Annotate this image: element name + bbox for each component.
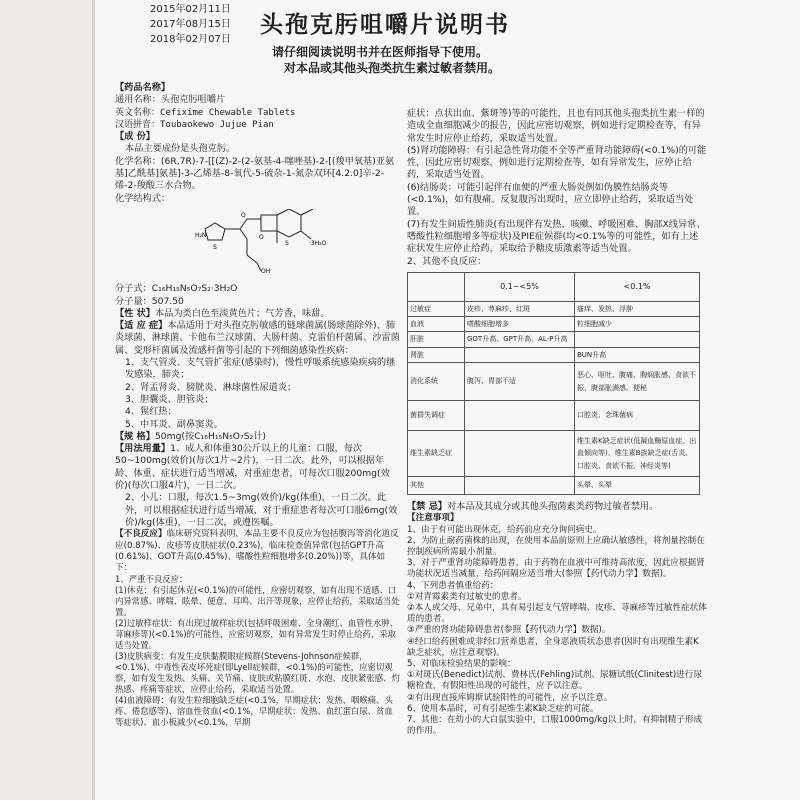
table-row [408, 363, 700, 401]
section-header: 【不良反应】 [115, 529, 167, 540]
precaution-item: ③严重的肾功能障碍患者(参照【药代动力学】数据)。 [407, 625, 611, 636]
pinyin-name: 汉语拼音：Toubaokewo Jujue Pian [115, 119, 274, 130]
precaution-item: 6、使用本品时，可有引起维生素K缺乏症的可能。 [407, 703, 599, 714]
table-header-row [408, 272, 700, 301]
left-column [115, 82, 400, 728]
precaution-item: 4、下列患者慎重给药： [407, 580, 499, 591]
section-header: 【成 份】 [115, 131, 155, 143]
table-row [408, 477, 700, 495]
revision-date: 2018年02月07日 [150, 34, 231, 45]
table-cell: 肾脏 [408, 347, 465, 362]
table-row [408, 401, 700, 431]
table-cell: 头晕、头晕 [575, 477, 700, 495]
table-row [408, 431, 700, 477]
section-header: 【规 格】 [115, 430, 155, 442]
section-header: 【药品名称】 [115, 82, 171, 93]
adverse-item: (4)血液障碍：有发生粒细胞缺乏症(<0.1%，早期症状：发热、咽喉痛、头疼、倦怠感等)、溶血性贫血(<0.1%，早期症状：发热、血红蛋白尿、贫血等症状)、血小板减少(<0.1%，早期 [115, 695, 393, 728]
table-cell: 菌群失调症 [408, 401, 465, 431]
svg-text:S: S [213, 243, 217, 251]
warning-line: 请仔细阅读说明书并在医师指导下使用。 [271, 45, 488, 59]
precaution-item: 7、其他：在幼小的大白鼠实验中，口服1000mg/kg以上时，有抑制精子形成的作用。 [407, 715, 703, 737]
molecular-formula: 分子式：C₁₆H₁₅N₅O₇S₂·3H₂O [115, 283, 238, 295]
adverse-reaction-table [407, 272, 700, 495]
section-header: 【禁 忌】 [407, 501, 447, 513]
table-cell: 嗜酸细胞增多 [465, 317, 575, 332]
precaution-item: ②有出现直接库姆斯试验阳性的可能性，应予以注意。 [407, 692, 613, 703]
table-header-cell: <0.1% [575, 272, 700, 301]
svg-text:O: O [241, 211, 246, 219]
table-row [408, 332, 700, 347]
structure-label: 化学结构式： [115, 192, 171, 204]
adverse-continued: 症状：点状出血、紫斑等)等的可能性，且也有同其他头孢类抗生素一样的造成全血细胞减少的报告，因此应密切观察，例如进行定期检查等，有异常发生时应停止给药，采取适当处置。 [407, 108, 705, 144]
table-cell: 肝脏 [408, 332, 465, 347]
dosage-text-child: 2、小儿：口服，每次1.5~3mg(效价)/kg(体重)，一日二次。此外，可以根据症状进行适当增减，对于重症患者每次可口服6mg(效价)/kg(体重)，一日二次，或遵医嘱。 [125, 492, 398, 528]
warning-block [0, 44, 800, 76]
english-name: 英文名称：Cefixime Chewable Tablets [115, 107, 296, 118]
page-edge [92, 0, 95, 800]
document-title: 头孢克肟咀嚼片说明书 [260, 12, 510, 38]
table-cell: 粒细胞减少 [575, 317, 700, 332]
table-cell: 血液 [408, 317, 465, 332]
table-cell: 维生素K缺乏症状(低凝血酶原血症、出血倾向等)、维生素B族缺乏症(舌炎、口腔炎、食欲不振、神经炎等) [575, 431, 700, 477]
precaution-item: ②本人或父母、兄弟中，具有易引起支气管哮喘、皮疹、荨麻疹等过敏性症状体质的患者。 [407, 602, 707, 625]
precaution-item: 1、由于有可能出现休克，给药前应充分询问病史。 [407, 524, 602, 535]
table-cell: 消化系统 [408, 363, 465, 401]
molecular-weight: 分子量：507.50 [115, 295, 184, 307]
spec-text: 50mg(按C₁₆H₁₅N₅O₇S₂计) [154, 430, 267, 442]
indication-item: 4、猩红热； [125, 406, 177, 418]
svg-text:·3H₂O: ·3H₂O [309, 239, 327, 247]
precaution-item: ①对青霉素类有过敏史的患者。 [407, 591, 527, 602]
adverse-serious-title: 1、严重不良反应： [115, 574, 188, 585]
section-header: 【用法用量】 [115, 443, 171, 455]
table-cell: 过敏症 [408, 301, 465, 316]
table-cell: BUN升高 [575, 347, 700, 362]
revision-date: 2017年08月15日 [150, 19, 231, 30]
table-header-cell [408, 272, 465, 301]
precaution-item: ①对斑氏(Benedict)试剂、费林氏(Fehling)试剂、尿糖试纸(Clinitest)进行尿糖检查，有假阳性出现的可能性，应予以注意。 [407, 670, 702, 692]
revision-dates [150, 2, 231, 47]
table-cell: 其他 [408, 477, 465, 495]
table-row [408, 317, 700, 332]
adverse-item: (6)结肠炎：可能引起伴有血便的严重大肠炎例如伪膜性结肠炎等(<0.1%)，如有腹痛、反复腹泻出现时，应立即停止给药，采取适当处置。 [407, 181, 694, 218]
table-cell: 腹泻、胃部不适 [465, 363, 575, 401]
table-cell [465, 477, 575, 495]
table-header-cell: 0.1~<5% [465, 272, 575, 301]
section-header: 【性 状】 [115, 307, 155, 319]
precaution-item: 3、对于严重肾功能障碍患者，由于药物在血液中可维持高浓度，因此应根据肾功能状况适当减量，给药间隔应适当增大(参照【药代动力学】数据)。 [407, 558, 705, 580]
properties-text: 本品为类白色至淡黄色片；气芳香，味甜。 [154, 307, 330, 319]
adverse-item: (7)有发生间质性肺炎(有出现伴有发热、咳嗽、呼吸困难、胸部X线异常、嗜酸性粒细胞增多等症状)及PIE症候群(均<0.1%等的可能性，如有上述症状发生应停止给药，采取给予糖皮质激素等适当处置。 [407, 218, 706, 255]
chemical-name: 化学名称：(6R,7R)-7-[[(Z)-2-(2-氨基-4-噻唑基)-2-[(羧甲氧基)亚氨基]乙酰基]氨基]-3-乙烯基-8-氧代-5-硫杂-1-氮杂双环[4.2.0]辛-2-烯-2-羧酸三水合物。 [115, 155, 395, 192]
table-cell [465, 431, 575, 477]
indication-item: 2、肾盂肾炎、膀胱炎、淋球菌性尿道炎； [125, 381, 297, 393]
precaution-item: ④经口给药困难或非经口营养患者，全身恶液质状态患者(因时有出现维生素K缺乏症状，应注意观察)。 [407, 636, 699, 658]
dosage-text: 1、成人和体重30公斤以上的儿童：口服，每次50~100mg(效价)(每次1片~2片)，一日二次。此外，可以根据年龄、体重、症状进行适当增减，对重症患者，可每次口服200mg(效价)(每次口服4片)，一日二次。 [115, 443, 390, 492]
indication-item: 3、胆囊炎、胆管炎； [125, 393, 214, 405]
indication-item: 5、中耳炎、副鼻窦炎。 [125, 418, 223, 430]
table-row [408, 301, 700, 316]
table-cell [465, 347, 575, 362]
section-header: 【适 应 症】 [115, 320, 168, 332]
precaution-item: 2、为防止耐药菌株的出现，在使用本品前原则上应确认敏感性，将剂量控制在控制疾病所需最小剂量。 [407, 535, 705, 557]
generic-name: 通用名称：头孢克肟咀嚼片 [115, 94, 226, 106]
precaution-item: 5、对临床检验结果的影响： [407, 658, 516, 669]
adverse-item: (5)肾功能障碍：有引起急性肾功能不全等严重肾功能障碍(<0.1%)的可能性，因此应密切观察，例如进行定期检查等，如有异常发生，应停止给药，采取适当处置。 [407, 144, 707, 181]
adverse-item: (2)过敏样症状：有出现过敏样症状(包括呼吸困难、全身潮红、血管性水肿、荨麻疹等)(<0.1%)的可能性，应密切观察，如有异常发生时停止给药，采取适当处置。 [115, 618, 399, 651]
indication-item: 1、支气管炎、支气管扩张症(感染时)，慢性呼吸系统感染疾病的继发感染，肺炎； [125, 357, 396, 381]
table-cell: GOT升高、GPT升高、AL-P升高 [465, 332, 575, 347]
svg-text:O: O [259, 233, 264, 241]
chemical-structure-image [185, 209, 335, 275]
table-cell: 维生素缺乏症 [408, 431, 465, 477]
warning-line: 对本品或其他头孢类抗生素过敏者禁用。 [283, 61, 500, 75]
section-header: 【注意事项】 [407, 513, 459, 524]
table-cell: 恶心、呕吐、腹痛、胸焖胀感、食欲不振、腹部胀满感、便秘 [575, 363, 700, 401]
table-cell: 皮疹、荨麻疹、红斑 [465, 301, 575, 316]
table-cell: 口腔炎、念珠菌病 [575, 401, 700, 431]
svg-text:H₂N: H₂N [195, 231, 207, 239]
table-cell: 瘙痒、发热、浮肿 [575, 301, 700, 316]
table-row [408, 347, 700, 362]
contraindication-text: 对本品及其成分或其他头孢菌素类药物过敏者禁用。 [446, 501, 659, 513]
other-adverse-title: 2、其他不良反应： [407, 255, 487, 267]
svg-text:S: S [285, 239, 289, 247]
right-column [407, 108, 707, 737]
adverse-item: (1)休克：有引起休克(<0.1%)的可能性，应密切观察，如有出现不适感、口内异常感、哮喘、眩晕、便意、耳鸣、出汗等现象，应停止给药，采取适当处置。 [115, 585, 400, 618]
svg-text:OH: OH [261, 267, 271, 275]
adverse-intro: 临床研究资料表明，本品主要不良反应为包括腹泻等消化道反应(0.87%)、皮疹等皮肤症状(0.23%)，临床检查值异常(包括GPT升高(0.61%)、GOT升高(0.45%)、嗜酸性粒细胞增多(0.20%))等，具体如下： [115, 529, 399, 574]
table-cell [465, 401, 575, 431]
table-cell [575, 332, 700, 347]
revision-date: 2015年02月11日 [150, 4, 231, 15]
adverse-item: (3)皮肤病变：有发生皮肤黏膜眼症候群(Stevens-Johnson症候群，<0.1%)、中毒性表皮坏死症(即Lyell症候群，<0.1%)的可能性，应密切观察，如有发生发热、头痛、关节痛、皮肤或粘膜红斑、水泡、皮肤紧张感、灼热感、疼痛等症状，应停止给药，采取适当处置。 [115, 651, 400, 695]
composition-main: 本品主要成份是头孢克肟。 [125, 143, 236, 155]
indications-text: 本品适用于对头孢克肟敏感的链球菌属(肠球菌除外)、肺炎球菌、淋球菌、卡他布兰汉球菌、大肠杆菌、克雷伯杆菌属、沙雷菌属、变形杆菌属及流感杆菌等引起的下列细菌感染性疾病： [115, 320, 400, 356]
